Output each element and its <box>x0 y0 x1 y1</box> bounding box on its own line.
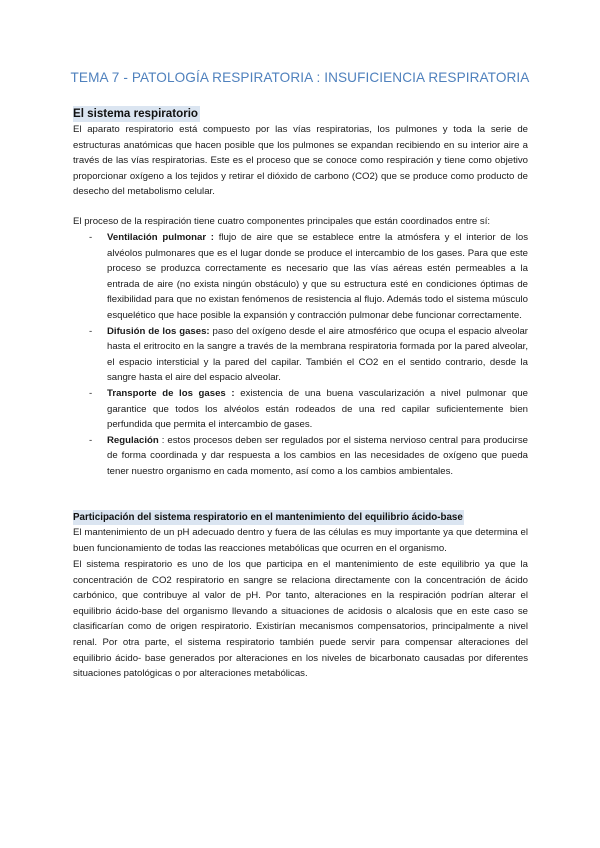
list-item-text: existencia de una buena vascularización a nivel pulmonar que garantice que todos los alvéolos están rodeados de una red capilar suficientemente bien perfundida que permita el intercambio de gases. <box>107 387 528 431</box>
paragraph-mantenimiento-ph: El mantenimiento de un pH adecuado dentro y fuera de las células es muy importante ya que determina el buen funcionamiento de todas las reacciones metabólicas que ocurren en el organismo. <box>73 527 528 554</box>
list-dash: - <box>89 325 93 337</box>
paragraph-componentes-respiracion: El proceso de la respiración tiene cuatro componentes principales que están coordinados entre sí: <box>73 216 491 227</box>
list-item-term: Difusión de los gases: <box>107 325 210 337</box>
list-dash: - <box>89 232 93 243</box>
paragraph-aparato-respiratorio: El aparato respiratorio está compuesto por las vías respiratorias, los pulmones y toda la serie de estructuras anatómicas que hacen posible que los pulmones se expandan recibiendo en su interior aire a través de las vías respiratorias. Este es el proceso que se conoce como respiración y tiene como objetivo proporcionar oxígeno a los tejidos y retirar el dióxido de carbono (CO2) que se produce como producto de desecho del metabolismo celular. <box>73 124 528 198</box>
list-item-text: : estos procesos deben ser regulados por el sistema nervioso central para producirse de forma coordinada y dar respuesta a los cambios en las necesidades de oxígeno que pueda tener nuestro organismo en cada momento, así como a los cambios ambientales. <box>107 434 528 477</box>
list-item-term: Regulación <box>107 434 159 446</box>
list-item-term: Transporte de los gases : <box>107 387 235 399</box>
list-item-regulacion <box>73 433 528 480</box>
list-item-text: paso del oxígeno desde el aire atmosférico que ocupa el espacio alveolar hasta el eritrocito en la sangre a través de la membrana respiratoria formada por la pared alveolar, el espacio intersticial y la pared del capilar. También el CO2 en el sentido contrario, desde la sangre hasta el aire del espacio alveolar. <box>107 325 528 384</box>
section-heading-equilibrio-acido-base: Participación del sistema respiratorio en el mantenimiento del equilibrio ácido-base <box>73 512 463 523</box>
list-item-transporte <box>73 386 528 433</box>
list-item-ventilacion <box>73 230 528 324</box>
list-item-difusion <box>73 324 528 386</box>
paragraph-sistema-respiratorio-equilibrio: El sistema respiratorio es uno de los que participa en el mantenimiento de este equilibrio ya que la concentración de CO2 respiratorio en sangre se relaciona directamente con la concentración de ácido carbónico, que contribuye al valor de pH. Por tanto, alteraciones en la respiración podrían alterar el equilibrio ácido-base del organismo llevando a situaciones de acidosis o alcalosis que en este caso se clasificarían como de origen respiratorio. Existirían mecanismos compensatorios, principalmente a nivel renal. Por otra parte, el sistema respiratorio también puede servir para compensar alteraciones del equilibrio ácido- base generados por alteraciones en los niveles de bicarbonato causadas por diferentes situaciones patológicas o por alteraciones metabólicas. <box>73 559 528 680</box>
section-heading-sistema-respiratorio: El sistema respiratorio <box>73 107 199 120</box>
list-dash: - <box>89 387 93 399</box>
list-item-text: flujo de aire que se establece entre la atmósfera y el interior de los alvéolos pulmonares que es el lugar donde se produce el intercambio de los gases. Para que este proceso se produzca correctamente es necesario que las vías aéreas estén permeables a la entrada de aire (no exista ningún obstáculo) y que su estructura esté en condiciones óptimas de flexibilidad para que no existan fenómenos de resistencia al flujo. Además todo el sistema músculo esquelético que hace posible la expansión y contracción pulmonar debe funcionar correctamente. <box>107 232 528 321</box>
list-item-term: Ventilación pulmonar : <box>107 232 214 243</box>
document-title: TEMA 7 - PATOLOGÍA RESPIRATORIA : INSUFICIENCIA RESPIRATORIA <box>70 70 530 85</box>
list-dash: - <box>89 434 93 446</box>
respiration-components-list <box>73 230 528 480</box>
